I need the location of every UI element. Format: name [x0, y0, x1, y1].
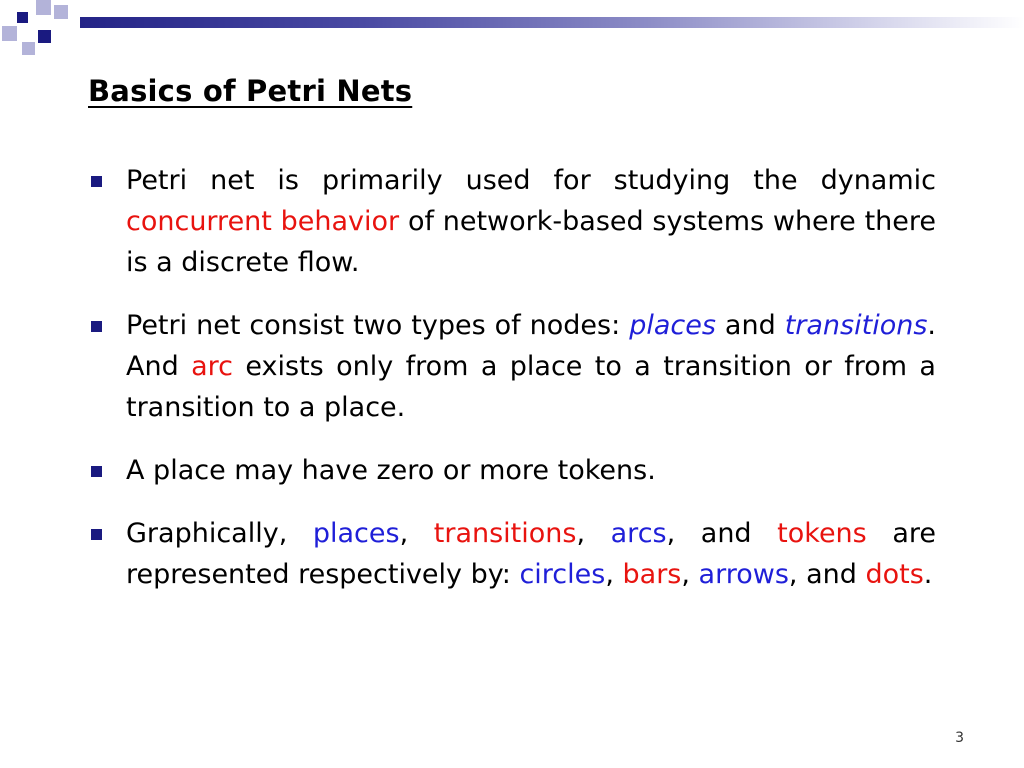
- bullet-item: [88, 305, 936, 428]
- highlight-term: circles: [519, 559, 606, 590]
- text-segment: Petri net consist two types of nodes:: [126, 310, 630, 341]
- text-segment: Graphically,: [126, 518, 313, 549]
- corner-squares-icon: [0, 0, 80, 60]
- text-segment: , and: [788, 559, 866, 590]
- text-segment: .: [923, 559, 933, 590]
- bullet-text: [126, 455, 656, 486]
- bullet-item: [88, 513, 936, 595]
- highlight-term: arcs: [610, 518, 667, 549]
- square-bullet-icon: [91, 176, 102, 187]
- square-bullet-icon: [91, 321, 102, 332]
- highlight-term: bars: [622, 559, 682, 590]
- highlight-term: arc: [191, 351, 234, 382]
- corner-square-icon: [22, 42, 35, 55]
- highlight-term: transitions: [433, 518, 577, 549]
- square-bullet-icon: [91, 529, 102, 540]
- text-segment: of network-based systems where there is a discrete flow.: [126, 206, 936, 278]
- text-segment: ,: [576, 518, 611, 549]
- highlight-term: places: [312, 518, 400, 549]
- text-segment: , and: [666, 518, 778, 549]
- highlight-term: places: [629, 310, 716, 341]
- bullet-text: [126, 310, 936, 423]
- highlight-term: dots: [865, 559, 924, 590]
- text-segment: are represented respectively by:: [126, 518, 937, 590]
- corner-square-icon: [2, 26, 17, 41]
- text-segment: ,: [605, 559, 623, 590]
- highlight-term: arrows: [698, 559, 789, 590]
- text-segment: . And: [126, 310, 936, 382]
- bullet-item: [88, 160, 936, 283]
- page-number: 3: [955, 730, 964, 746]
- text-segment: exists only from a place to a transition or from a transition to a place.: [126, 351, 936, 423]
- text-segment: and: [715, 310, 785, 341]
- corner-square-icon: [54, 5, 68, 19]
- bullet-text: [126, 518, 936, 590]
- text-segment: Petri net is primarily used for studying the dynamic: [126, 165, 936, 196]
- corner-square-icon: [36, 0, 51, 15]
- highlight-term: tokens: [777, 518, 867, 549]
- text-segment: A place may have zero or more tokens.: [126, 455, 656, 486]
- text-segment: ,: [399, 518, 434, 549]
- highlight-term: concurrent behavior: [126, 206, 400, 237]
- corner-square-icon: [38, 30, 51, 43]
- bullet-item: [88, 450, 936, 491]
- header-gradient-bar: [80, 17, 1024, 28]
- corner-square-icon: [17, 12, 28, 23]
- square-bullet-icon: [91, 466, 102, 477]
- bullet-text: [126, 165, 936, 278]
- text-segment: ,: [681, 559, 699, 590]
- slide-title: Basics of Petri Nets: [88, 74, 413, 108]
- bullet-list: [88, 160, 936, 595]
- highlight-term: transitions: [784, 310, 928, 341]
